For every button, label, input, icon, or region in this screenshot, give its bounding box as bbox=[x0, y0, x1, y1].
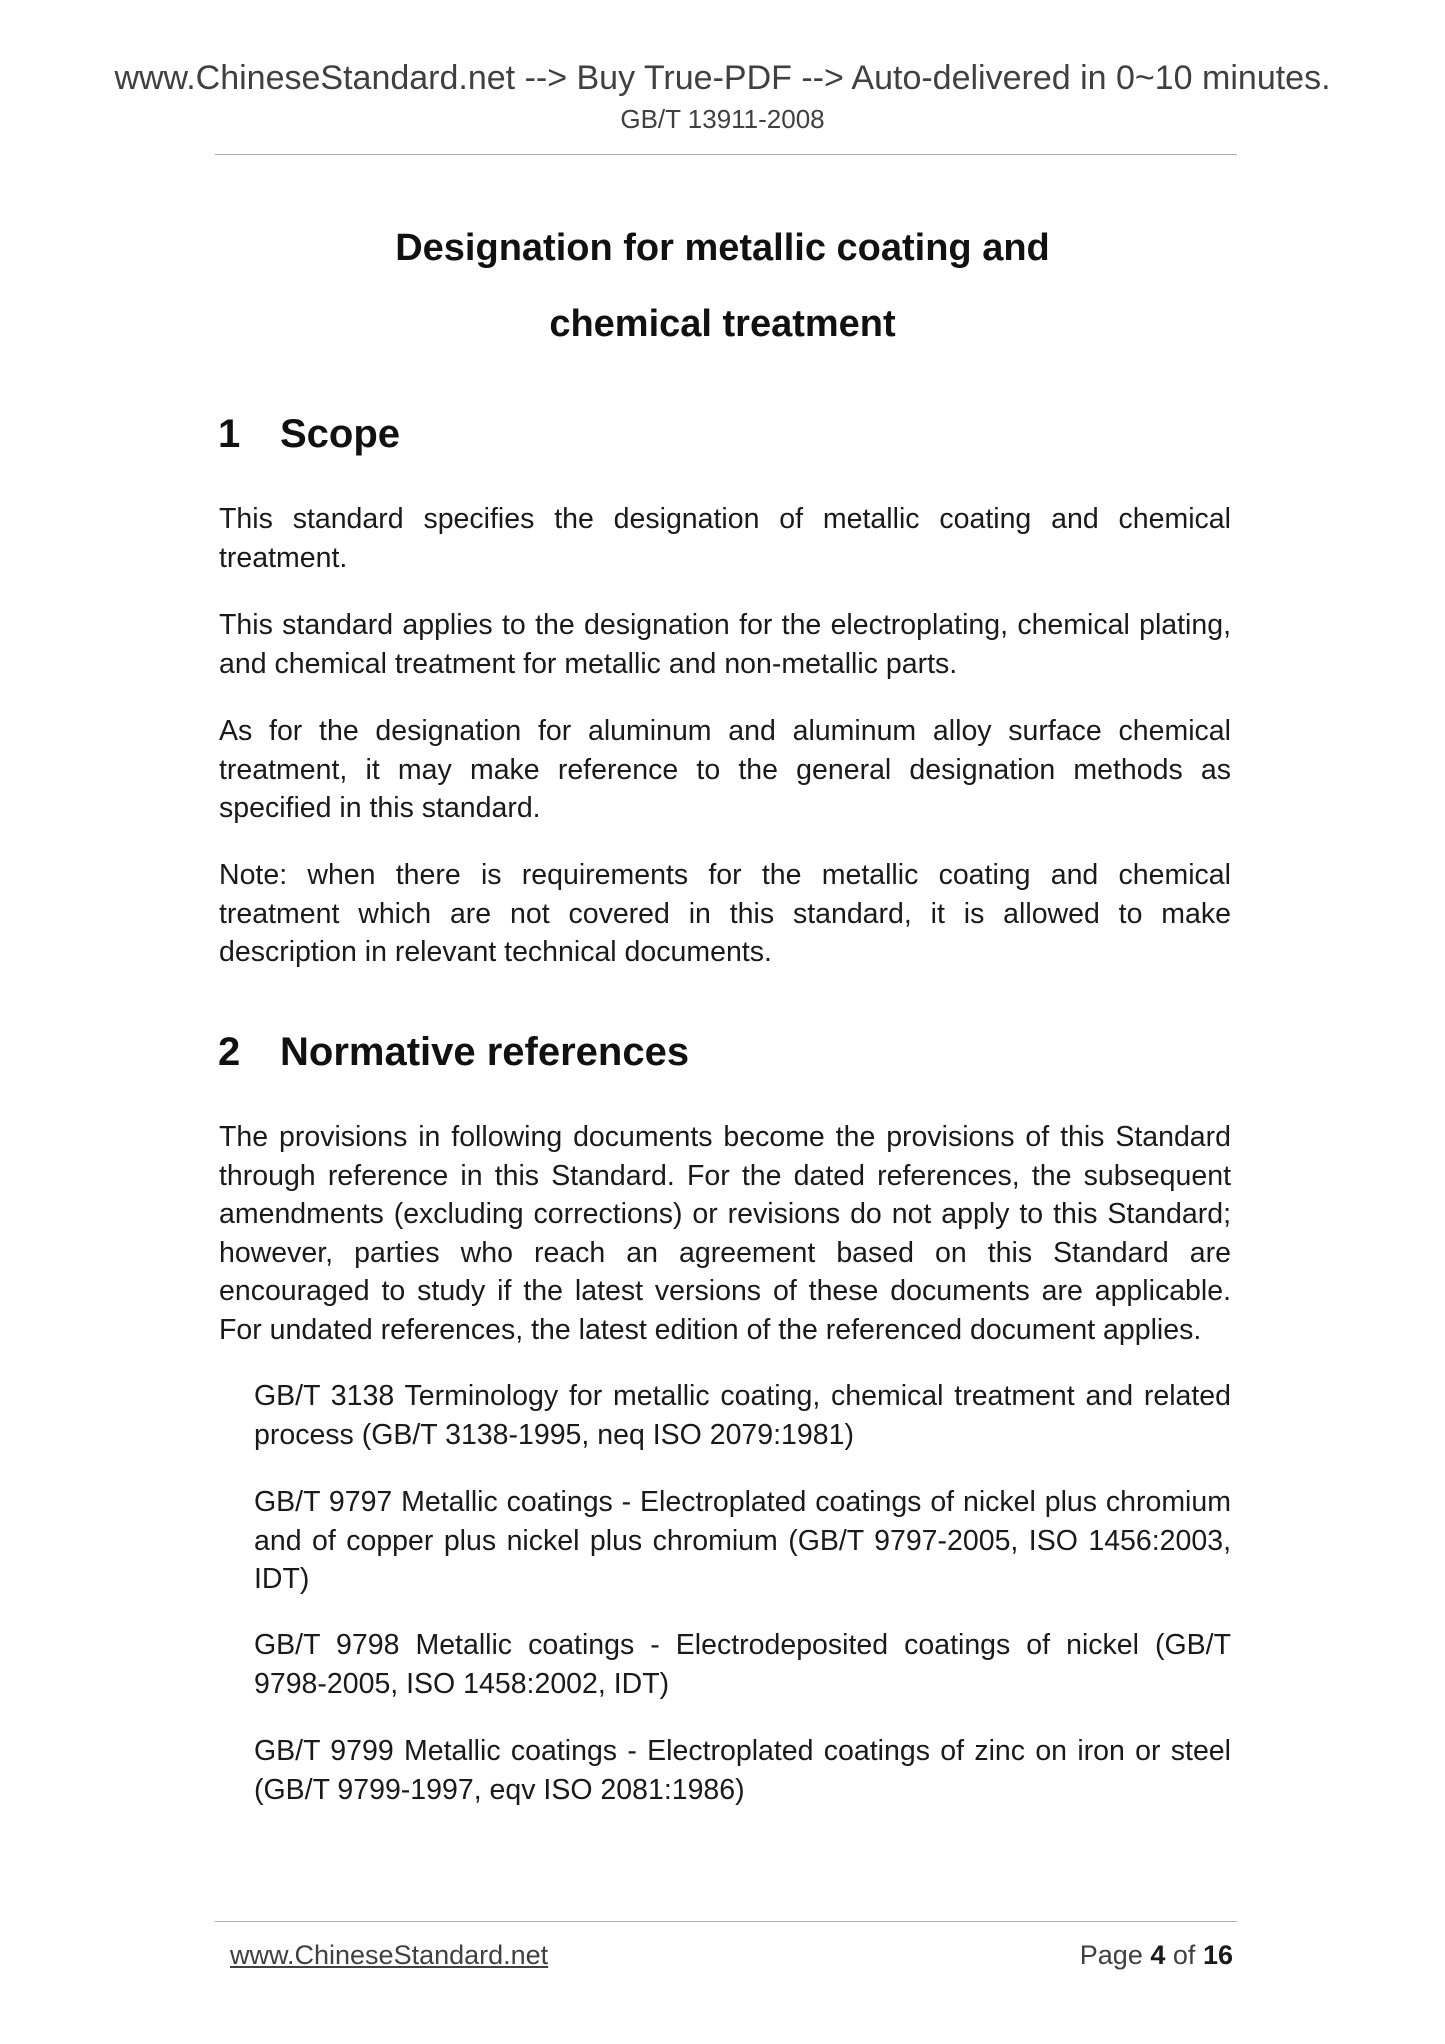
reference-item: GB/T 3138 Terminology for metallic coating, chemical treatment and related process (GB/T 3138-1995, neq ISO 2079:1981) bbox=[254, 1380, 1231, 1451]
reference-item: GB/T 9798 Metallic coatings - Electrodeposited coatings of nickel (GB/T 9798-2005, ISO 1458:2002, IDT) bbox=[254, 1629, 1231, 1700]
page-total: 16 bbox=[1202, 1940, 1233, 1970]
paragraph: Note: when there is requirements for the metallic coating and chemical treatment which are not covered in this standard, it is allowed to make description in relevant technical documents. bbox=[219, 859, 1231, 968]
page-current: 4 bbox=[1150, 1940, 1166, 1970]
paragraph: This standard applies to the designation for the electroplating, chemical plating, and chemical treatment for metallic and non-metallic parts. bbox=[219, 609, 1231, 680]
document-title bbox=[0, 210, 1445, 362]
footer-site-link[interactable]: www.ChineseStandard.net bbox=[230, 1940, 549, 1970]
section-heading-scope bbox=[218, 409, 400, 459]
footer-divider bbox=[215, 1921, 1237, 1922]
page-prefix: Page bbox=[1079, 1940, 1143, 1970]
reference-item: GB/T 9799 Metallic coatings - Electroplated coatings of zinc on iron or steel (GB/T 9799-1997, eqv ISO 2081:1986) bbox=[254, 1735, 1231, 1806]
document-title-line-1: Designation for metallic coating and bbox=[395, 227, 1050, 269]
page-of: of bbox=[1172, 1940, 1196, 1970]
header-divider bbox=[215, 154, 1237, 155]
paragraph: The provisions in following documents become the provisions of this Standard through reference in this Standard. For the dated references, the subsequent amendments (excluding corrections) or revisions do not apply to this Standard; however, parties who reach an agreement based on this Standard are encouraged to study if the latest versions of these documents are applicable. For undated references, the latest edition of the referenced document applies. bbox=[219, 1121, 1231, 1346]
section-heading-normative-references bbox=[218, 1027, 689, 1077]
standard-code: GB/T 13911-2008 bbox=[620, 104, 825, 134]
section-number: 2 bbox=[218, 1030, 241, 1074]
header-banner: www.ChineseStandard.net --> Buy True-PDF --> Auto-delivered in 0~10 minutes. bbox=[114, 59, 1331, 97]
document-title-line-2: chemical treatment bbox=[549, 303, 896, 345]
section-number: 1 bbox=[218, 412, 241, 456]
section-title: Scope bbox=[280, 412, 401, 456]
paragraph: This standard specifies the designation of metallic coating and chemical treatment. bbox=[219, 503, 1231, 574]
page-indicator bbox=[1080, 1937, 1233, 1973]
reference-item: GB/T 9797 Metallic coatings - Electroplated coatings of nickel plus chromium and of copper plus nickel plus chromium (GB/T 9797-2005, ISO 1456:2003, IDT) bbox=[254, 1486, 1231, 1595]
section-title: Normative references bbox=[280, 1030, 690, 1074]
paragraph: As for the designation for aluminum and aluminum alloy surface chemical treatment, it may make reference to the general designation methods as specified in this standard. bbox=[219, 715, 1231, 824]
